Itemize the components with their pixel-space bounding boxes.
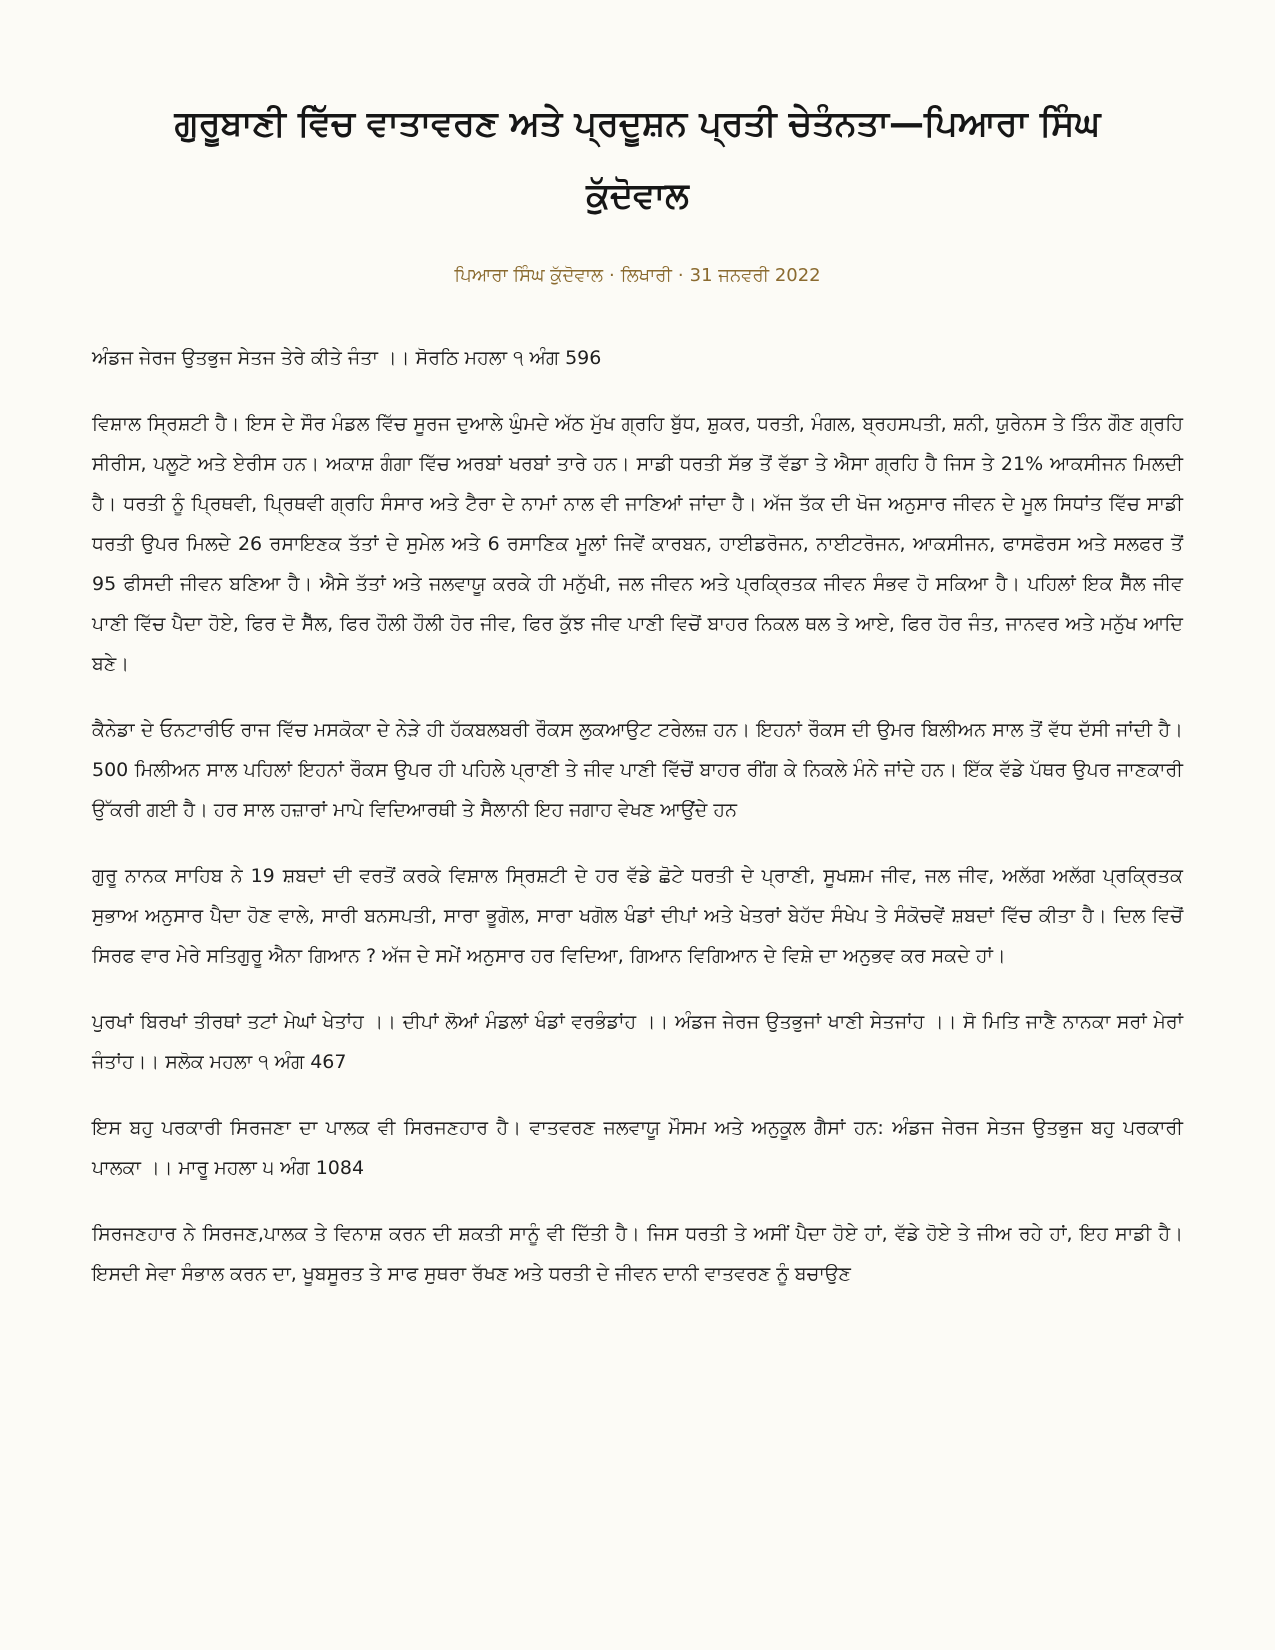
body-paragraph: ਵਿਸ਼ਾਲ ਸ੍ਰਿਸ਼ਟੀ ਹੈ। ਇਸ ਦੇ ਸੌਰ ਮੰਡਲ ਵਿੱਚ ਸੂਰਜ ਦੁਆਲੇ ਘੁੰਮਦੇ ਅੱਠ ਮੁੱਖ ਗ੍ਰਹਿ ਬੁੱਧ, ਸ਼ੁਕਰ, ਧਰਤੀ, ਮੰਗਲ, ਬ੍ਰਹਸਪਤੀ, ਸ਼ਨੀ, ਯੁਰੇਨਸ ਤੇ ਤਿੰਨ ਗੌਣ ਗ੍ਰਹਿ ਸੀਰੀਸ, ਪਲੂਟੋ ਅਤੇ ਏਰੀਸ ਹਨ। ਅਕਾਸ਼ ਗੰਗਾ ਵਿੱਚ ਅਰਬਾਂ ਖਰਬਾਂ ਤਾਰੇ ਹਨ। ਸਾਡੀ ਧਰਤੀ ਸੱਭ ਤੋਂ ਵੱਡਾ ਤੇ ਐਸਾ ਗ੍ਰਹਿ ਹੈ ਜਿਸ ਤੇ 21% ਆਕਸੀਜਨ ਮਿਲਦੀ ਹੈ। ਧਰਤੀ ਨੂੰ ਪ੍ਰਿਥਵੀ, ਪ੍ਰਿਥਵੀ ਗ੍ਰਹਿ ਸੰਸਾਰ ਅਤੇ ਟੈਰਾ ਦੇ ਨਾਮਾਂ ਨਾਲ ਵੀ ਜਾਣਿਆਂ ਜਾਂਦਾ ਹੈ। ਅੱਜ ਤੱਕ ਦੀ ਖੋਜ ਅਨੁਸਾਰ ਜੀਵਨ ਦੇ ਮੂਲ ਸਿਧਾਂਤ ਵਿੱਚ ਸਾਡੀ ਧਰਤੀ ਉਪਰ ਮਿਲਦੇ 26 ਰਸਾਇਣਕ ਤੱਤਾਂ ਦੇ ਸੁਮੇਲ ਅਤੇ 6 ਰਸਾਣਿਕ ਮੂਲਾਂ ਜਿਵੇਂ ਕਾਰਬਨ, ਹਾਈਡਰੋਜਨ, ਨਾਈਟਰੋਜਨ, ਆਕਸੀਜਨ, ਫਾਸਫੋਰਸ ਅਤੇ ਸਲਫਰ ਤੋਂ 95 ਫੀਸਦੀ ਜੀਵਨ ਬਣਿਆ ਹੈ। ਐਸੇ ਤੱਤਾਂ ਅਤੇ ਜਲਵਾਯੂ ਕਰਕੇ ਹੀ ਮਨੁੱਖੀ, ਜਲ ਜੀਵਨ ਅਤੇ ਪ੍ਰਕ੍ਰਿਤਕ ਜੀਵਨ ਸੰਭਵ ਹੋ ਸਕਿਆ ਹੈ। ਪਹਿਲਾਂ ਇਕ ਸੈੱਲ ਜੀਵ ਪਾਣੀ ਵਿੱਚ ਪੈਦਾ ਹੋਏ, ਫਿਰ ਦੋ ਸੈੱਲ, ਫਿਰ ਹੌਲੀ ਹੌਲੀ ਹੋਰ ਜੀਵ, ਫਿਰ ਕੁੱਝ ਜੀਵ ਪਾਣੀ ਵਿਚੋਂ ਬਾਹਰ ਨਿਕਲ ਥਲ ਤੇ ਆਏ, ਫਿਰ ਹੋਰ ਜੰਤ, ਜਾਨਵਰ ਅਤੇ ਮਨੁੱਖ ਆਦਿ ਬਣੇ।	[92, 413, 1183, 675]
body-paragraph: ਗੁਰੂ ਨਾਨਕ ਸਾਹਿਬ ਨੇ 19 ਸ਼ਬਦਾਂ ਦੀ ਵਰਤੋਂ ਕਰਕੇ ਵਿਸ਼ਾਲ ਸ੍ਰਿਸ਼ਟੀ ਦੇ ਹਰ ਵੱਡੇ ਛੋਟੇ ਧਰਤੀ ਦੇ ਪ੍ਰਾਣੀ, ਸੂਖਸ਼ਮ ਜੀਵ, ਜਲ ਜੀਵ, ਅਲੱਗ ਅਲੱਗ ਪ੍ਰਕ੍ਰਿਤਕ ਸੁਭਾਅ ਅਨੁਸਾਰ ਪੈਦਾ ਹੋਣ ਵਾਲੇ, ਸਾਰੀ ਬਨਸਪਤੀ, ਸਾਰਾ ਭੂਗੋਲ, ਸਾਰਾ ਖਗੋਲ ਖੰਡਾਂ ਦੀਪਾਂ ਅਤੇ ਖੇਤਰਾਂ ਬੇਹੱਦ ਸੰਖੇਪ ਤੇ ਸੰਕੋਚਵੇਂ ਸ਼ਬਦਾਂ ਵਿੱਚ ਕੀਤਾ ਹੈ। ਦਿਲ ਵਿਚੋਂ ਸਿਰਫ ਵਾਰ ਮੇਰੇ ਸਤਿਗੁਰੂ ਐਨਾ ਗਿਆਨ ? ਅੱਜ ਦੇ ਸਮੇਂ ਅਨੁਸਾਰ ਹਰ ਵਿਦਿਆ, ਗਿਆਨ ਵਿਗਿਆਨ ਦੇ ਵਿਸ਼ੇ ਦਾ ਅਨੁਭਵ ਕਰ ਸਕਦੇ ਹਾਂ।	[92, 865, 1183, 967]
publish-date: 31 ਜਨਵਰੀ 2022	[689, 265, 821, 286]
verse-quote: ਪੁਰਖਾਂ ਬਿਰਖਾਂ ਤੀਰਥਾਂ ਤਟਾਂ ਮੇਘਾਂ ਖੇਤਾਂਹ ।। ਦੀਪਾਂ ਲੋਆਂ ਮੰਡਲਾਂ ਖੰਡਾਂ ਵਰਭੰਡਾਂਹ ।। ਅੰਡਜ ਜੇਰਜ ਉਤਭੁਜਾਂ ਖਾਣੀ ਸੇਤਜਾਂਹ ।। ਸੋ ਮਿਤਿ ਜਾਣੈ ਨਾਨਕਾ ਸਰਾਂ ਮੇਰਾਂ ਜੰਤਾਂਹ।। ਸਲੋਕ ਮਹਲਾ ੧ ਅੰਗ 467	[92, 1011, 1183, 1073]
category-link[interactable]: ਲਿਖਾਰੀ	[620, 265, 672, 286]
body-paragraph: ਸਿਰਜਣਹਾਰ ਨੇ ਸਿਰਜਣ,ਪਾਲਕ ਤੇ ਵਿਨਾਸ਼ ਕਰਨ ਦੀ ਸ਼ਕਤੀ ਸਾਨੂੰ ਵੀ ਦਿੱਤੀ ਹੈ। ਜਿਸ ਧਰਤੀ ਤੇ ਅਸੀਂ ਪੈਦਾ ਹੋਏ ਹਾਂ, ਵੱਡੇ ਹੋਏ ਤੇ ਜੀਅ ਰਹੇ ਹਾਂ, ਇਹ ਸਾਡੀ ਹੈ। ਇਸਦੀ ਸੇਵਾ ਸੰਭਾਲ ਕਰਨ ਦਾ, ਖੂਬਸੂਰਤ ਤੇ ਸਾਫ ਸੁਥਰਾ ਰੱਖਣ ਅਤੇ ਧਰਤੀ ਦੇ ਜੀਵਨ ਦਾਨੀ ਵਾਤਵਰਣ ਨੂੰ ਬਚਾਉਣ	[92, 1223, 1183, 1285]
verse-quote: ਇਸ ਬਹੁ ਪਰਕਾਰੀ ਸਿਰਜਣਾ ਦਾ ਪਾਲਕ ਵੀ ਸਿਰਜਣਹਾਰ ਹੈ। ਵਾਤਵਰਣ ਜਲਵਾਯੂ ਮੌਸਮ ਅਤੇ ਅਨੁਕੂਲ ਗੈਸਾਂ ਹਨ: ਅੰਡਜ ਜੇਰਜ ਸੇਤਜ ਉਤਭੁਜ ਬਹੁ ਪਰਕਾਰੀ ਪਾਲਕਾ ।। ਮਾਰੂ ਮਹਲਾ ੫ ਅੰਗ 1084	[92, 1117, 1183, 1179]
verse-quote: ਅੰਡਜ ਜੇਰਜ ਉਤਭੁਜ ਸੇਤਜ ਤੇਰੇ ਕੀਤੇ ਜੰਤਾ ।। ਸੋਰਠਿ ਮਹਲਾ ੧ ਅੰਗ 596	[92, 347, 602, 369]
article-byline	[92, 262, 1183, 290]
body-paragraph: ਕੈਨੇਡਾ ਦੇ ਓਨਟਾਰੀਓ ਰਾਜ ਵਿੱਚ ਮਸਕੋਕਾ ਦੇ ਨੇੜੇ ਹੀ ਹੱਕਬਲਬਰੀ ਰੌਕਸ ਲੁਕਆਉਟ ਟਰੇਲਜ਼ ਹਨ। ਇਹਨਾਂ ਰੌਕਸ ਦੀ ਉਮਰ ਬਿਲੀਅਨ ਸਾਲ ਤੋਂ ਵੱਧ ਦੱਸੀ ਜਾਂਦੀ ਹੈ। 500 ਮਿਲੀਅਨ ਸਾਲ ਪਹਿਲਾਂ ਇਹਨਾਂ ਰੌਕਸ ਉਪਰ ਹੀ ਪਹਿਲੇ ਪ੍ਰਾਣੀ ਤੇ ਜੀਵ ਪਾਣੀ ਵਿੱਚੋਂ ਬਾਹਰ ਰੀਂਗ ਕੇ ਨਿਕਲੇ ਮੰਨੇ ਜਾਂਦੇ ਹਨ। ਇੱਕ ਵੱਡੇ ਪੱਥਰ ਉਪਰ ਜਾਣਕਾਰੀ ਉੱਕਰੀ ਗਈ ਹੈ। ਹਰ ਸਾਲ ਹਜ਼ਾਰਾਂ ਮਾਪੇ ਵਿਦਿਆਰਥੀ ਤੇ ਸੈਲਾਨੀ ਇਹ ਜਗਾਹ ਵੇਖਣ ਆਉਂਦੇ ਹਨ	[92, 719, 1183, 821]
author-link[interactable]: ਪਿਆਰਾ ਸਿੰਘ ਕੁੱਦੋਵਾਲ	[454, 265, 604, 286]
article-title: ਗੁਰੂਬਾਣੀ ਵਿੱਚ ਵਾਤਾਵਰਣ ਅਤੇ ਪ੍ਰਦੂਸ਼ਨ ਪ੍ਰਤੀ ਚੇਤੰਨਤਾ—ਪਿਆਰਾ ਸਿੰਘ ਕੁੱਦੋਵਾਲ	[174, 104, 1101, 216]
byline-separator: ·	[609, 265, 615, 286]
byline-separator: ·	[677, 265, 684, 286]
article-body	[92, 338, 1183, 1294]
